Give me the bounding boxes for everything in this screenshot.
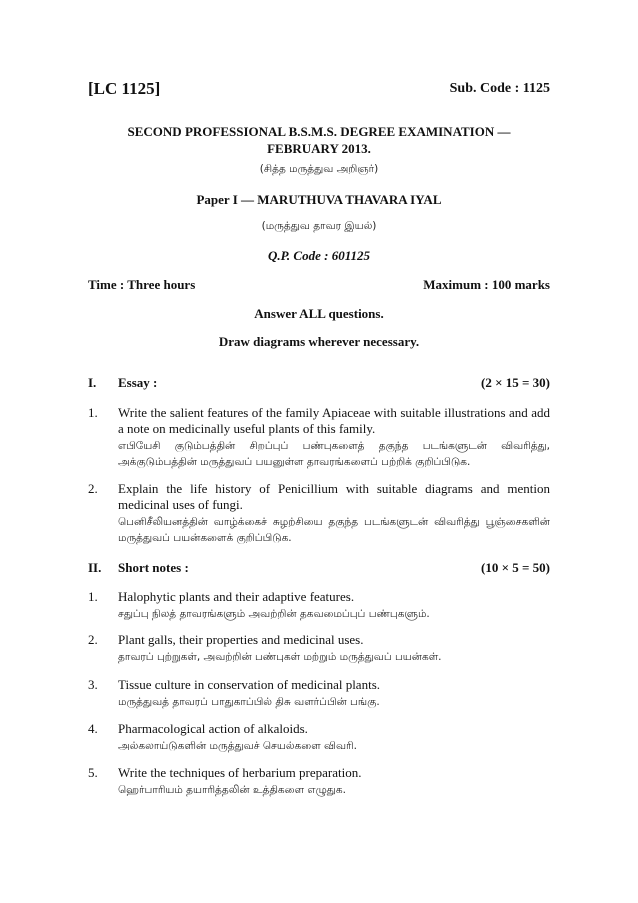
s2-q2-number: 2. — [88, 632, 98, 647]
section2-title: Short notes : — [118, 560, 189, 575]
s2-q1 — [118, 589, 550, 622]
instruction-answer-all: Answer ALL questions. — [254, 306, 384, 321]
s1-q1-number: 1. — [88, 405, 98, 420]
s2-q4-text: Pharmacological action of alkaloids. — [118, 721, 308, 736]
section2-numeral: II. — [88, 560, 102, 575]
s2-q1-text: Halophytic plants and their adaptive features. — [118, 589, 355, 604]
section1-numeral: I. — [88, 375, 97, 390]
exam-title-line1: SECOND PROFESSIONAL B.S.M.S. DEGREE EXAMINATION — — [127, 124, 511, 139]
paper-title-tamil: (மருத்துவ தாவர இயல்) — [261, 220, 377, 232]
s2-q3-number: 3. — [88, 677, 98, 692]
s2-q3-text: Tissue culture in conservation of medicinal plants. — [118, 677, 380, 692]
s2-q5-tamil: ஹெர்பாரியம் தயாரித்தலின் உத்திகளை எழுதுக. — [118, 784, 346, 796]
exam-title-tamil: (சித்த மருத்துவ அறிஞர்) — [259, 163, 379, 175]
max-marks: Maximum : 100 marks — [423, 277, 550, 292]
s2-q4 — [118, 721, 550, 754]
exam-title-line2: FEBRUARY 2013. — [267, 141, 371, 156]
time-label: Time : Three hours — [88, 277, 196, 292]
s1-q1-text: Write the salient features of the family Apiaceae with suitable illustrations and add a note on medicinally useful plants of this family. — [118, 405, 550, 436]
sub-code: Sub. Code : 1125 — [449, 81, 550, 96]
s1-q2-number: 2. — [88, 481, 98, 496]
s2-q4-tamil: அல்கலாய்டுகளின் மருத்துவச் செயல்களை விவரி. — [118, 740, 357, 752]
s2-q2-text: Plant galls, their properties and medicinal uses. — [118, 632, 364, 647]
s1-q1-tamil: எபியேசி குடும்பத்தின் சிறப்புப் பண்புகளைத் தகுந்த படங்களுடன் விவரித்து, அக்குடும்பத்தின் மருத்துவப் பயனுள்ள தாவரங்களைப் பற்றிக் குறிப்பிடுக. — [118, 440, 550, 468]
s2-q5 — [118, 765, 550, 798]
s2-q3-tamil: மருத்துவத் தாவரப் பாதுகாப்பில் திசு வளர்ப்பின் பங்கு. — [118, 696, 380, 708]
s1-q1 — [118, 405, 550, 470]
lc-code: [LC 1125] — [88, 79, 161, 98]
s2-q1-number: 1. — [88, 589, 98, 604]
s1-q2 — [118, 481, 550, 546]
s2-q2-tamil: தாவரப் புற்றுகள், அவற்றின் பண்புகள் மற்றும் மருத்துவப் பயன்கள். — [118, 651, 442, 663]
section1-title: Essay : — [118, 375, 158, 390]
s2-q5-number: 5. — [88, 765, 98, 780]
s2-q2 — [118, 632, 550, 665]
s2-q4-number: 4. — [88, 721, 98, 736]
s2-q5-text: Write the techniques of herbarium preparation. — [118, 765, 362, 780]
s1-q2-text: Explain the life history of Penicillium with suitable diagrams and mention medicinal uses of fungi. — [118, 481, 550, 512]
qp-code: Q.P. Code : 601125 — [268, 248, 370, 263]
s2-q1-tamil: சதுப்பு நிலத் தாவரங்களும் அவற்றின் தகவமைப்புப் பண்புகளும். — [118, 608, 430, 620]
section1-marks: (2 × 15 = 30) — [481, 375, 550, 390]
section2-marks: (10 × 5 = 50) — [481, 560, 550, 575]
s2-q3 — [118, 677, 550, 710]
s1-q2-tamil: பெனிசீலியனத்தின் வாழ்க்கைச் சுழற்சியை தகுந்த படங்களுடன் விவரித்து பூஞ்சைகளின் மருத்துவப் பயன்களைக் குறிப்பிடுக. — [118, 516, 550, 544]
instruction-diagrams: Draw diagrams wherever necessary. — [218, 334, 420, 349]
paper-title: Paper I — MARUTHUVA THAVARA IYAL — [196, 192, 442, 207]
